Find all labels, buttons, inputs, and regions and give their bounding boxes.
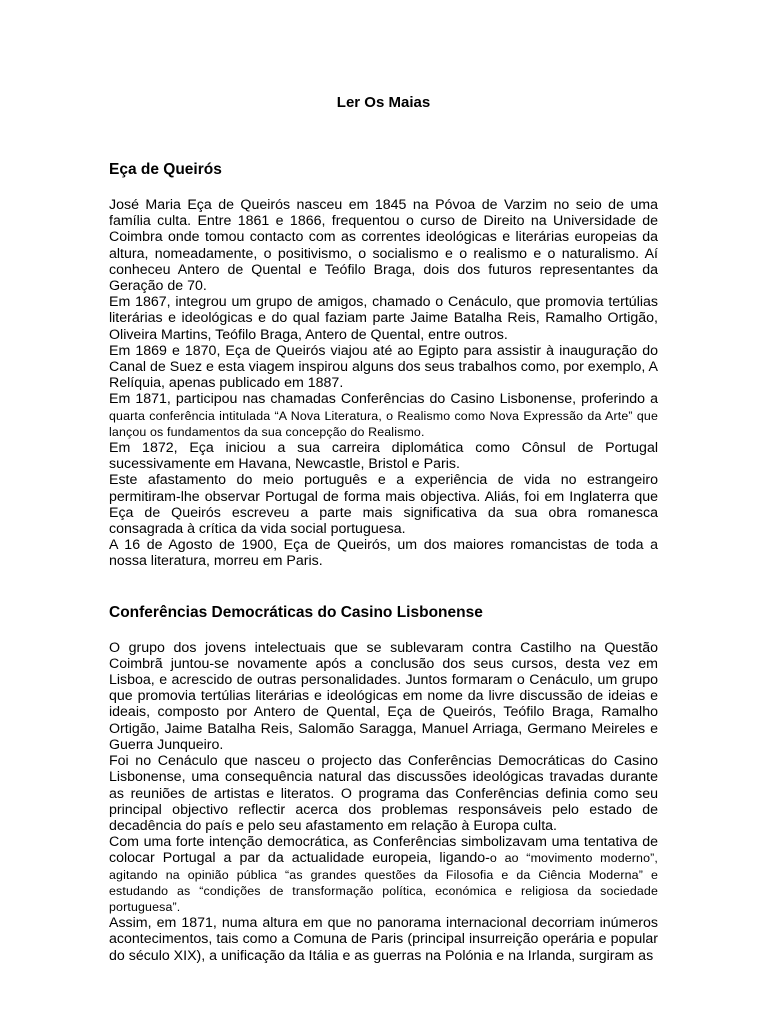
paragraph-text: Com uma forte intenção democrática, as Conferências simbolizavam uma tentativa de colocar Portugal a par da actualidade europeia, ligando- bbox=[109, 834, 658, 867]
section-spacer bbox=[109, 570, 658, 604]
section-heading: Eça de Queirós bbox=[109, 161, 222, 178]
paragraph: Assim, em 1871, numa altura em que no panorama internacional decorriam inúmeros acontecimentos, tais como a Comuna de Paris (principal insurreição operária e popular do século XIX), a unificação da Itália e as guerras na Polónia e na Irlanda, surgiram as bbox=[109, 915, 658, 964]
paragraph: Foi no Cenáculo que nasceu o projecto das Conferências Democráticas do Casino Lisbonense, uma consequência natural das discussões ideológicas travadas durante as reuniões de artistas e literatos. O programa das Conferências definia como seu principal objectivo reflectir acerca dos problemas responsáveis pelo estado de decadência do país e pelo seu afastamento em relação à Europa culta. bbox=[109, 753, 658, 834]
paragraph: José Maria Eça de Queirós nasceu em 1845 na Póvoa de Varzim no seio de uma família culta. Entre 1861 e 1866, frequentou o curso de Direito na Universidade de Coimbra onde tomou contacto com as correntes ideológicas e literárias europeias da altura, nomeadamente, o positivismo, o socialismo e o realismo e o naturalismo. Aí conheceu Antero de Quental e Teófilo Braga, dois dos futuros representantes da Geração de 70. bbox=[109, 197, 658, 295]
section-heading: Conferências Democráticas do Casino Lisbonense bbox=[109, 603, 483, 621]
paragraph: Em 1869 e 1870, Eça de Queirós viajou até ao Egipto para assistir à inauguração do Canal de Suez e esta viagem inspirou alguns dos seus trabalhos como, por exemplo, A Relíquia, apenas publicado em 1887. bbox=[109, 342, 658, 392]
paragraph: Este afastamento do meio português e a experiência de vida no estrangeiro permitiram-lhe observar Portugal de forma mais objectiva. Aliás, foi em Inglaterra que Eça de Queirós escreveu a parte mais significativa da sua obra romanesca consagrada à crítica da vida social portuguesa. bbox=[109, 472, 658, 538]
paragraph: Em 1872, Eça iniciou a sua carreira diplomática como Cônsul de Portugal sucessivamente em Havana, Newcastle, Bristol e Paris. bbox=[109, 440, 658, 473]
paragraph: A 16 de Agosto de 1900, Eça de Queirós, um dos maiores romancistas de toda a nossa literatura, morreu em Paris. bbox=[109, 537, 658, 570]
paragraph: O grupo dos jovens intelectuais que se sublevaram contra Castilho na Questão Coimbrã juntou-se novamente após a conclusão dos seus cursos, desta vez em Lisboa, e acrescido de outras personalidades. Juntos formaram o Cenáculo, um grupo que promovia tertúlias literárias e ideológicas em nome da livre discussão de ideias e ideais, composto por Antero de Quental, Eça de Queirós, Teófilo Braga, Ramalho Ortigão, Jaime Batalha Reis, Salomão Saragga, Manuel Arriaga, Germano Meireles e Guerra Junqueiro. bbox=[109, 639, 658, 753]
paragraph bbox=[109, 834, 658, 915]
paragraph-text-small: o ao “movimento moderno”, agitando na opinião pública “as grandes questões da Filosofia e da Ciência Moderna” e estudando as “condições de transformação política, económica e religiosa da sociedade portuguesa”. bbox=[109, 851, 658, 914]
document-title: Ler Os Maias bbox=[336, 94, 431, 111]
paragraph bbox=[109, 391, 658, 440]
paragraph-text-small: quarta conferência intitulada “A Nova Literatura, o Realismo como Nova Expressão da Arte” que lançou os fundamentos da sua concepção do Realismo. bbox=[109, 408, 658, 439]
paragraph: Em 1867, integrou um grupo de amigos, chamado o Cenáculo, que promovia tertúlias literárias e ideológicas e do qual faziam parte Jaime Batalha Reis, Ramalho Ortigão, Oliveira Martins, Teófilo Braga, Antero de Quental, entre outros. bbox=[109, 294, 658, 343]
paragraph-text: Em 1871, participou nas chamadas Conferências do Casino Lisbonense, proferindo a bbox=[109, 391, 658, 408]
